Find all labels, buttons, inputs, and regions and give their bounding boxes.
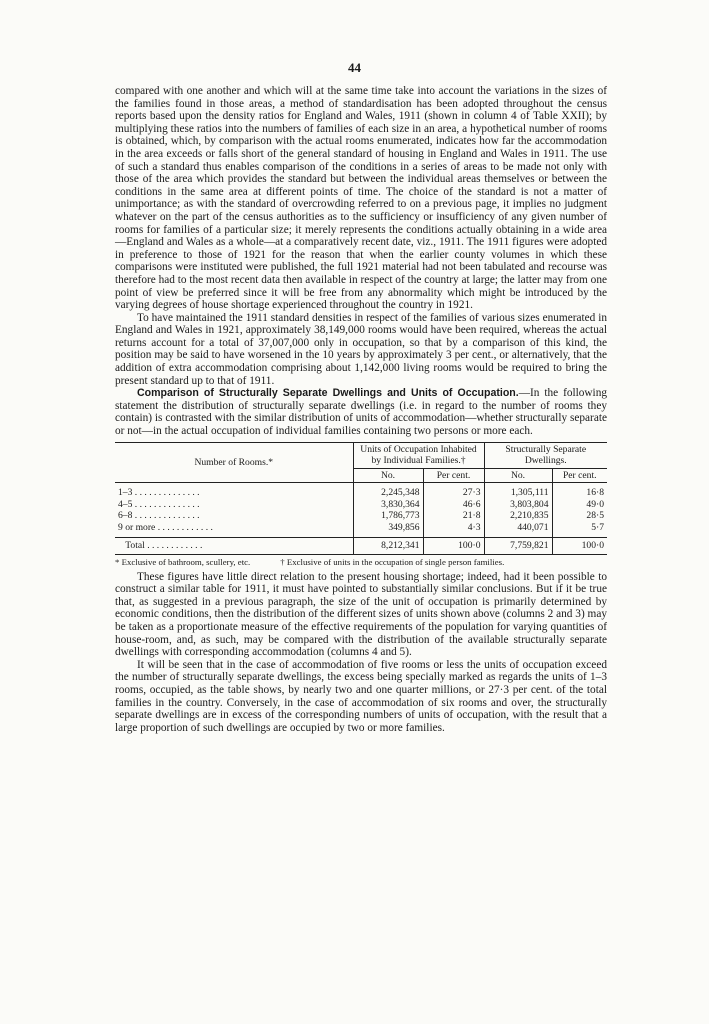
dwellings-percent: 16·8 — [552, 483, 607, 499]
leader-dots: . . . . . . . . . . . . . . — [134, 487, 200, 499]
row-label: 1–3 — [118, 487, 133, 499]
table-row — [115, 483, 607, 499]
row-label: 9 or more — [118, 521, 156, 533]
page-body — [115, 85, 607, 734]
leader-dots: . . . . . . . . . . . . . . — [134, 510, 200, 522]
leader-dots: . . . . . . . . . . . . — [157, 521, 213, 533]
header-dwellings-no: No. — [484, 468, 552, 483]
dwellings-count: 2,210,835 — [484, 510, 552, 522]
table-row — [115, 510, 607, 522]
leader-dots: . . . . . . . . . . . . — [147, 540, 203, 552]
header-units-of-occupation: Units of Occupation Inhabited by Individual Families.† — [353, 442, 484, 468]
paragraph-housing-shortage: These figures have little direct relation to the present housing shortage; indeed, had it been possible to construct a similar table for 1911, it must have pointed to substantially similar conclusions. But if it be true that, as suggested in a previous paragraph, the size of the unit of occupation is primarily determined by economic conditions, then the distribution of the different sizes of units shown above (columns 2 and 3) may be taken as a proportionate measure of the effective requirements of the population for varying quantities of house-room, and, as such, may be compared with the distribution of the available structurally separate dwellings with corresponding accommodation (columns 4 and 5). — [115, 570, 607, 659]
dwellings-total: 7,759,821 — [484, 538, 552, 555]
units-percent: 46·6 — [423, 499, 484, 511]
leader-dots: . . . . . . . . . . . . . . — [134, 498, 200, 510]
dwellings-percent: 49·0 — [552, 499, 607, 511]
footnote-units: † Exclusive of units in the occupation of single person families. — [280, 556, 505, 567]
header-units-percent: Per cent. — [423, 468, 484, 483]
total-label: Total — [125, 540, 145, 552]
units-count: 1,786,773 — [353, 510, 423, 522]
units-count: 349,856 — [353, 522, 423, 538]
table-footnotes — [115, 557, 607, 568]
dwellings-total-percent: 100·0 — [552, 538, 607, 555]
page-number: 44 — [348, 60, 361, 75]
table-row — [115, 522, 607, 538]
table-total-row — [115, 538, 607, 555]
header-structurally-separate-dwellings: Structurally Separate Dwellings. — [484, 442, 607, 468]
units-percent: 21·8 — [423, 510, 484, 522]
units-total-percent: 100·0 — [423, 538, 484, 555]
dwellings-table — [115, 442, 607, 555]
units-count: 2,245,348 — [353, 483, 423, 499]
table-row — [115, 499, 607, 511]
units-percent: 27·3 — [423, 483, 484, 499]
dwellings-count: 3,803,804 — [484, 499, 552, 511]
footnote-rooms: * Exclusive of bathroom, scullery, etc. — [115, 556, 251, 567]
row-label: 6–8 — [118, 510, 133, 522]
units-percent: 4·3 — [423, 522, 484, 538]
paragraph-comparison — [115, 387, 607, 437]
section-heading: Comparison of Structurally Separate Dwellings and Units of Occupation. — [137, 387, 519, 400]
paragraph-conclusion: It will be seen that in the case of accommodation of five rooms or less the units of occupation exceed the number of structurally separate dwellings, the excess being specially marked as regards the units of 1–3 rooms, occupied, as the table shows, by nearly two and one quarter millions, or 27·3 per cent. of the total families in the country. Conversely, in the case of accommodation of six rooms and over, the structurally separate dwellings are in excess of the corresponding numbers of units of occupation, with the result that a large proportion of such dwellings are occupied by two or more families. — [115, 658, 607, 734]
dwellings-percent: 28·5 — [552, 510, 607, 522]
header-units-no: No. — [353, 468, 423, 483]
header-number-of-rooms: Number of Rooms.* — [115, 442, 353, 483]
dwellings-count: 440,071 — [484, 522, 552, 538]
header-dwellings-percent: Per cent. — [552, 468, 607, 483]
row-label: 4–5 — [118, 498, 133, 510]
section-heading-body: —In the following statement the distribution of structurally separate dwellings (i.e. in regard to the number of rooms they contain) is contrasted with the similar distribution of units of accommodation—whether structurally separate or not—in the actual occupation of individual families containing two persons or more each. — [115, 387, 607, 438]
paragraph-standardisation: compared with one another and which will at the same time take into account the variations in the sizes of the families found in those areas, a method of standardisation has been adopted throughout the census reports based upon the density ratios for England and Wales, 1911 (shown in column 4 of Table XXII); by multiplying these ratios into the numbers of families of each size in an area, a hypothetical number of rooms is obtained, which, by comparison with the actual rooms enumerated, indicates how far the accommodation in the area exceeds or falls short of the general standard of housing in England and Wales in 1911. The use of such a standard thus enables comparison of the conditions in a series of areas to be made not only with those of the area which provides the standard but between the individual areas themselves or between the conditions in the same area at different points of time. The choice of the standard is not a matter of unimportance; as with the standard of overcrowding referred to on a previous page, it implies no judgment whatever on the part of the census authorities as to the sufficiency or insufficiency of any given number of rooms for families of a particular size; it merely represents the conditions actually obtaining in a wide area—England and Wales as a whole—at a comparatively recent date, viz., 1911. The 1911 figures were adopted in preference to those of 1921 for the reason that when the earlier county volumes in which these comparisons were instituted were published, the full 1921 material had not been tabulated and recourse was therefore had to the most recent data then available in respect of the country at large; the latter may from one point of view be preferred since it will be free from any abnormality which might be introduced by the varying degrees of house shortage experienced throughout the country in 1921. — [115, 85, 607, 312]
units-count: 3,830,364 — [353, 499, 423, 511]
dwellings-count: 1,305,111 — [484, 483, 552, 499]
dwellings-percent: 5·7 — [552, 522, 607, 538]
units-total: 8,212,341 — [353, 538, 423, 555]
paragraph-1911-standard: To have maintained the 1911 standard densities in respect of the families of various sizes enumerated in England and Wales in 1921, approximately 38,149,000 rooms would have been required, whereas the actual returns account for a total of 37,007,000 only in occupation, so that by a comparison of this kind, the position may be said to have worsened in the 10 years by approximately 3 per cent., or alternatively, that the addition of extra accommodation comprising about 1,142,000 living rooms would be required to bring the present standard up to that of 1911. — [115, 311, 607, 387]
